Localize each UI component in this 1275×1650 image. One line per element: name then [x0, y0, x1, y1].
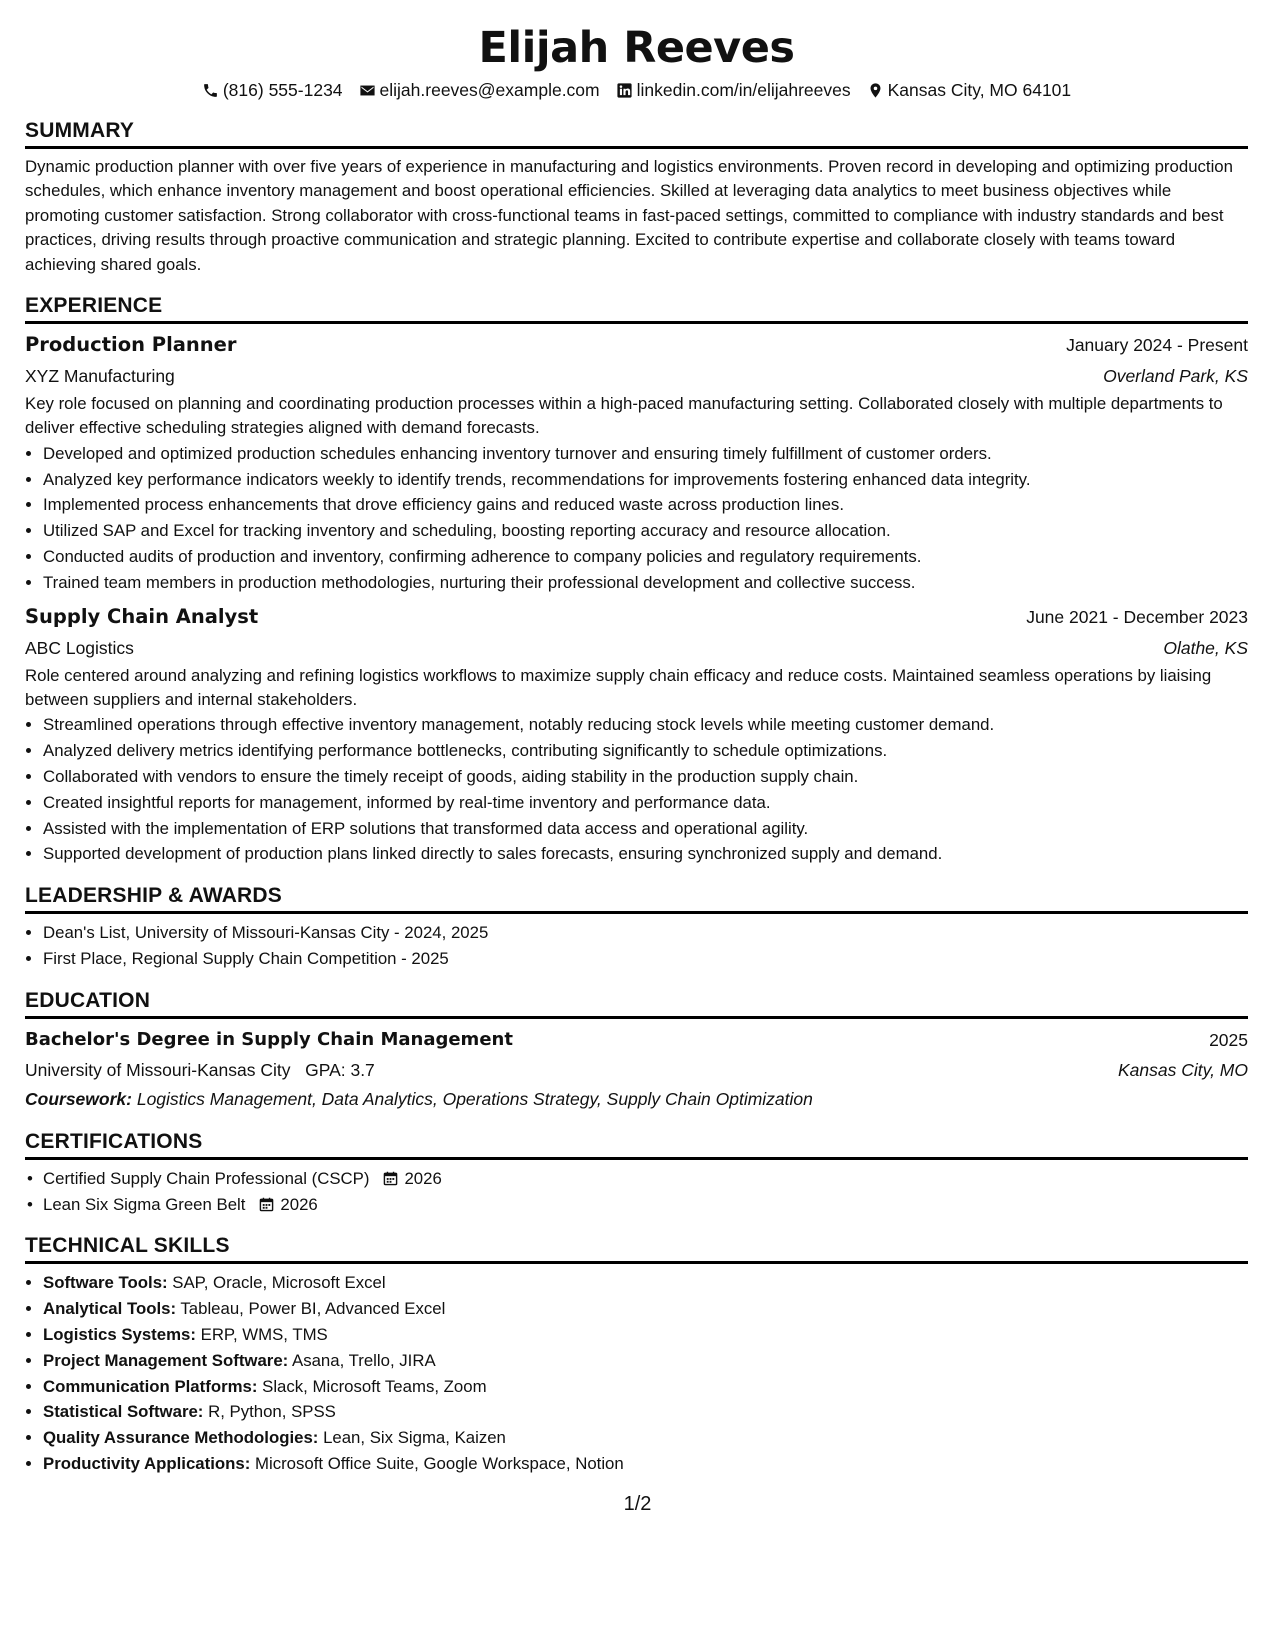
cert-name: • Lean Six Sigma Green Belt [43, 1194, 246, 1214]
section-title: LEADERSHIP & AWARDS [25, 883, 1248, 914]
contact-bar [25, 78, 1248, 102]
list-item: • Assisted with the implementation of ERP solutions that transformed data access and operational agility. [43, 816, 1248, 842]
summary-section [25, 118, 1248, 277]
map-pin-icon [867, 82, 884, 99]
skill-label: Project Management Software: [43, 1350, 289, 1370]
skill-value: Slack, Microsoft Teams, Zoom [262, 1376, 487, 1396]
list-item: • Conducted audits of production and inventory, confirming adherence to company policies and regulatory requirements. [43, 544, 1248, 570]
section-title: TECHNICAL SKILLS [25, 1233, 1248, 1264]
skill-value: Tableau, Power BI, Advanced Excel [180, 1299, 446, 1319]
list-item [43, 1348, 1248, 1374]
list-item [43, 1166, 1248, 1192]
skill-value: SAP, Oracle, Microsoft Excel [172, 1273, 386, 1293]
job-company: XYZ Manufacturing [25, 366, 175, 387]
list-item: • Supported development of production plans linked directly to sales forecasts, ensuring synchronized supply and demand. [43, 841, 1248, 867]
phone-icon [202, 82, 219, 99]
job-subheader [25, 632, 1248, 664]
coursework-label: Coursework: [25, 1088, 132, 1109]
page-number: 1/2 [623, 1493, 652, 1515]
skill-label: Software Tools: [43, 1273, 168, 1293]
list-item: • Created insightful reports for management, informed by real-time inventory and performance data. [43, 790, 1248, 816]
list-item: • First Place, Regional Supply Chain Competition - 2025 [43, 946, 1248, 972]
skill-value: Lean, Six Sigma, Kaizen [323, 1428, 506, 1448]
coursework [25, 1085, 1248, 1113]
list-item [43, 1270, 1248, 1296]
skill-value: ERP, WMS, TMS [200, 1325, 328, 1344]
list-item [43, 1451, 1248, 1477]
job-dates: June 2021 - December 2023 [1026, 606, 1248, 627]
summary-text: Dynamic production planner with over five years of experience in manufacturing and logistics environments. Proven record in developing and optimizing production schedules, which enhance inventory management and boost operational efficiencies. Skilled at leveraging data analytics to meet business objectives while promoting customer satisfaction. Strong collaborator with cross-functional teams in fast-paced settings, committed to compliance with industry standards and best practices, driving results through proactive communication and strategic planning. Excited to contribute expertise and collaborate closely with teams toward achieving shared goals. [25, 157, 1233, 274]
education-header [25, 1025, 1248, 1055]
skill-value: R, Python, SPSS [208, 1402, 336, 1422]
skill-label: Logistics Systems: [43, 1325, 196, 1344]
skill-value: Asana, Trello, JIRA [292, 1350, 436, 1370]
job-header [25, 330, 1248, 360]
job-company: ABC Logistics [25, 637, 134, 658]
job-title: Supply Chain Analyst [25, 604, 259, 628]
email-text[interactable]: elijah.reeves@example.com [379, 80, 600, 100]
list-item: • Collaborated with vendors to ensure the timely receipt of goods, aiding stability in the production supply chain. [43, 764, 1248, 790]
list-item: • Trained team members in production methodologies, nurturing their professional development and collective success. [43, 570, 1248, 596]
contact-location [867, 78, 1072, 102]
degree-year: 2025 [1209, 1029, 1248, 1050]
skill-value: Microsoft Office Suite, Google Workspace, Notion [254, 1453, 624, 1473]
education-section [25, 988, 1248, 1113]
certifications-list [25, 1166, 1248, 1218]
section-title: SUMMARY [25, 118, 1248, 149]
list-item: • Utilized SAP and Excel for tracking inventory and scheduling, boosting reporting accuracy and resource allocation. [43, 518, 1248, 544]
envelope-icon [359, 82, 376, 99]
linkedin-icon [616, 82, 633, 99]
job-dates: January 2024 - Present [1066, 335, 1248, 356]
list-item [43, 1296, 1248, 1322]
job-header [25, 602, 1248, 632]
certifications-section [25, 1129, 1248, 1218]
section-title: CERTIFICATIONS [25, 1129, 1248, 1160]
section-title: EXPERIENCE [25, 293, 1248, 324]
job-title: Production Planner [25, 333, 237, 357]
skill-label: Communication Platforms: [43, 1376, 258, 1396]
calendar-icon [259, 1197, 274, 1212]
contact-email[interactable] [359, 78, 600, 102]
education-subheader [25, 1055, 1248, 1085]
cert-year: 2026 [404, 1168, 442, 1188]
cert-year: 2026 [280, 1194, 318, 1214]
school-name: University of Missouri-Kansas City [25, 1059, 291, 1080]
skills-list [25, 1270, 1248, 1476]
degree-title: Bachelor's Degree in Supply Chain Management [25, 1028, 513, 1050]
awards-section [25, 883, 1248, 972]
contact-linkedin[interactable] [616, 78, 851, 102]
job-description: Key role focused on planning and coordinating production processes within a high-paced manufacturing setting. Collaborated closely with multiple departments to deliver effective scheduling strategies aligned with demand forecasts. [25, 394, 1223, 438]
job-bullets [25, 441, 1248, 596]
job-bullets [25, 712, 1248, 867]
job-location: Overland Park, KS [1103, 366, 1248, 387]
list-item: • Analyzed delivery metrics identifying performance bottlenecks, contributing significantly to schedule optimizations. [43, 738, 1248, 764]
cert-name: • Certified Supply Chain Professional (CSCP) [43, 1168, 370, 1188]
skill-label: Quality Assurance Methodologies: [43, 1428, 319, 1448]
job-entry [25, 602, 1248, 868]
contact-phone [202, 78, 343, 102]
skill-label: Statistical Software: [43, 1402, 204, 1422]
phone-text: (816) 555-1234 [222, 80, 343, 100]
list-item [43, 1374, 1248, 1400]
job-subheader [25, 360, 1248, 392]
list-item: • Developed and optimized production schedules enhancing inventory turnover and ensuring timely fulfillment of customer orders. [43, 441, 1248, 467]
calendar-icon [383, 1171, 398, 1186]
list-item: • Dean's List, University of Missouri-Kansas City - 2024, 2025 [43, 920, 1248, 946]
gpa-text: GPA: 3.7 [305, 1059, 375, 1080]
list-item [43, 1399, 1248, 1425]
skill-label: Analytical Tools: [43, 1299, 177, 1319]
experience-section [25, 293, 1248, 867]
job-entry [25, 330, 1248, 596]
resume-page [25, 22, 1248, 1477]
awards-list [25, 920, 1248, 972]
job-location: Olathe, KS [1163, 637, 1248, 658]
linkedin-text[interactable]: linkedin.com/in/elijahreeves [636, 80, 851, 100]
list-item: • Analyzed key performance indicators weekly to identify trends, recommendations for improvements fostering enhanced data integrity. [43, 467, 1248, 493]
school-location: Kansas City, MO [1118, 1059, 1248, 1080]
list-item [43, 1322, 1248, 1348]
location-text: Kansas City, MO 64101 [887, 80, 1072, 100]
job-description: Role centered around analyzing and refining logistics workflows to maximize supply chain efficacy and reduce costs. Maintained seamless operations by liaising between suppliers and internal stakeholders. [25, 665, 1212, 710]
list-item [43, 1425, 1248, 1451]
candidate-name: Elijah Reeves [478, 23, 795, 73]
skills-section [25, 1233, 1248, 1476]
list-item [43, 1192, 1248, 1218]
list-item: • Implemented process enhancements that drove efficiency gains and reduced waste across production lines. [43, 492, 1248, 518]
skill-label: Productivity Applications: [43, 1453, 251, 1473]
section-title: EDUCATION [25, 988, 1248, 1019]
coursework-text: Logistics Management, Data Analytics, Operations Strategy, Supply Chain Optimization [136, 1088, 813, 1109]
list-item: • Streamlined operations through effective inventory management, notably reducing stock levels while meeting customer demand. [43, 712, 1248, 738]
